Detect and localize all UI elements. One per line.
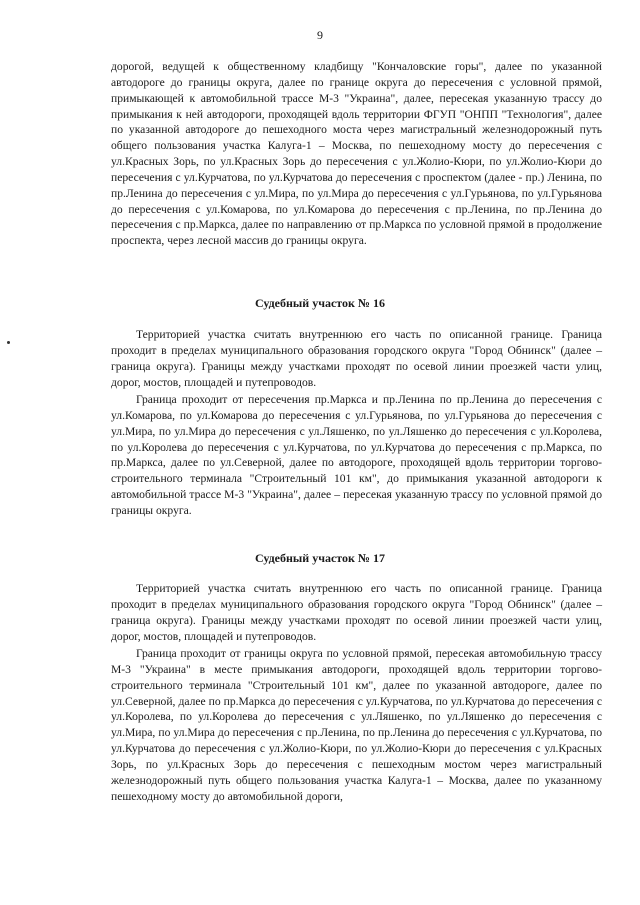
section-17-paragraph-1: Территорией участка считать внутреннюю его часть по описанной границе. Граница проходит в пределах муниципального образования городского округа "Город Обнинск" (далее – граница округа). Границы между участками проходят по осевой линии проезжей части улиц, дорог, мостов, площадей и путепроводов. [111,582,602,643]
page-number: 9 [317,28,323,42]
section-16-paragraph-2: Граница проходит от пересечения пр.Маркса и пр.Ленина по пр.Ленина до пересечения с ул.Комарова, по ул.Комарова до пересечения с ул.Гурьянова, по ул.Гурьянова до пересечения с ул.Мира, по ул.Мира до пересечения с ул.Ляшенко, по ул.Ляшенко до пересечения с ул.Королева, по ул.Королева до пересечения с ул.Курчатова, по ул.Курчатова до пересечения с пр.Маркса, по пр.Маркса, далее по ул.Северной, далее по автодороге, проходящей вдоль территории торгово-строительного терминала "Строительный 101 км", до примыкания указанной автодороги к автомобильной трассе М-3 "Украина", далее – пересекая указанную трассу по условной прямой до границы округа. [111,393,602,517]
section-heading-17: Судебный участок № 17 [254,551,385,565]
section-heading-16: Судебный участок № 16 [254,296,385,310]
scan-dot-mark [7,341,10,344]
section-17-paragraph-2: Граница проходит от границы округа по условной прямой, пересекая автомобильную трассу М-3 "Украина" в месте примыкания автодороги, проходящей вдоль территории торгово-строительного терминала "Строительный 101 км", далее по указанной автодороге, далее по ул.Северной, далее по пр.Маркса до пересечения с ул.Курчатова, по ул.Курчатова до пересечения с ул.Королева, по ул.Королева до пересечения с ул.Ляшенко, по ул.Ляшенко до пересечения с ул.Мира, по ул.Мира до пересечения с пр.Ленина, по пр.Ленина до пересечения с ул.Курчатова, по ул.Курчатова до пересечения с ул.Жолио-Кюри, по ул.Жолио-Кюри до пересечения с ул.Красных Зорь, по ул.Красных Зорь до пересечения с пешеходным мостом через магистральный железнодорожный путь общего пользования участка Калуга-1 – Москва, далее по указанному пешеходному мосту до автомобильной дороги, [111,647,602,803]
section-16-paragraph-1: Территорией участка считать внутреннюю его часть по описанной границе. Граница проходит в пределах муниципального образования городского округа "Город Обнинск" (далее – граница округа). Границы между участками проходят по осевой линии проезжей части улиц, дорог, мостов, площадей и путепроводов. [111,328,602,389]
continuation-paragraph: дорогой, ведущей к общественному кладбищу "Кончаловские горы", далее по указанной автодороге до границы округа, далее по границе округа до пересечения с условной прямой, примыкающей к автомобильной трассе М-3 "Украина", далее, пересекая указанную трассу до примыкания к ней автодороги, проходящей вдоль территории ФГУП "ОНПП "Технология", далее по указанной автодороге до пешеходного моста через магистральный железнодорожный путь общего пользования участка Калуга-1 – Москва, по пешеходному мосту до пересечения с ул.Красных Зорь, по ул.Красных Зорь до пересечения с ул.Жолио-Кюри, по ул.Жолио-Кюри до пересечения с ул.Курчатова, по ул.Курчатова до пересечения с проспектом (далее - пр.) Ленина, по пр.Ленина до пересечения с ул.Мира, по ул.Мира до пересечения с ул.Гурьянова, по ул.Гурьянова до пересечения с ул.Комарова, по ул.Комарова до пересечения с пр.Ленина, по пр.Ленина до пересечения с пр.Маркса, далее по направлению от пр.Маркса по условной прямой в продолжение проспекта, через лесной массив до границы округа. [111,60,602,248]
